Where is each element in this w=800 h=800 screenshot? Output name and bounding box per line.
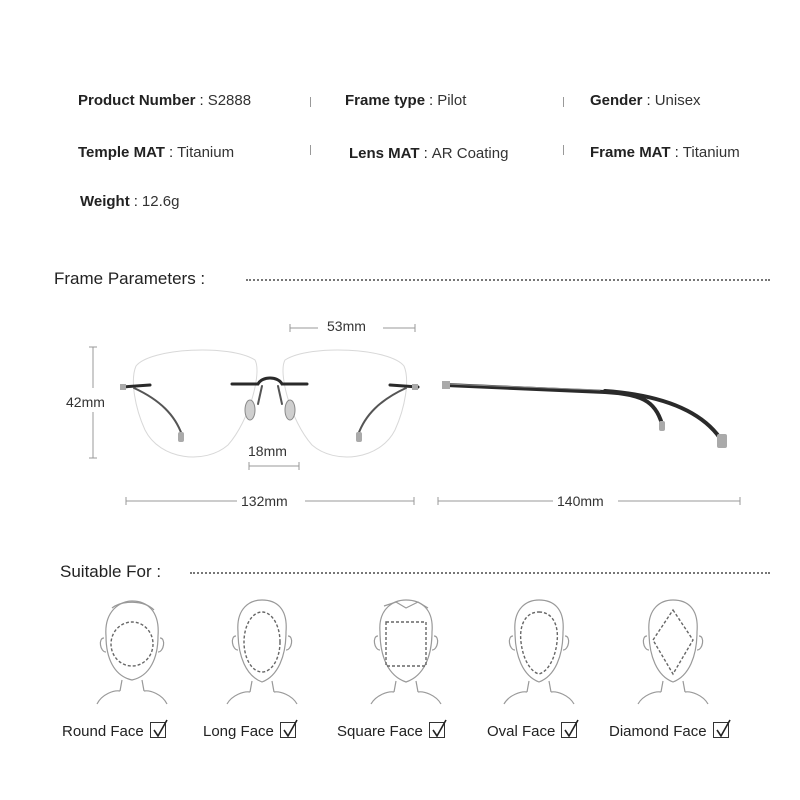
spec-label: Temple MAT bbox=[78, 144, 165, 161]
spec-value: Titanium bbox=[682, 144, 740, 161]
face-option-round bbox=[62, 722, 166, 740]
section-divider bbox=[190, 572, 770, 574]
lens-width-label: 53mm bbox=[327, 318, 366, 334]
face-label-text: Square Face bbox=[337, 723, 423, 740]
spec-value: S2888 bbox=[207, 92, 252, 109]
face-label-text: Long Face bbox=[203, 723, 274, 740]
checkmark-icon bbox=[150, 722, 166, 738]
spec-value: AR Coating bbox=[431, 145, 509, 162]
spec-colon: : bbox=[199, 92, 204, 109]
face-diamond-illustration bbox=[633, 596, 713, 706]
face-label-text: Round Face bbox=[62, 723, 144, 740]
temple-length-label: 140mm bbox=[557, 493, 604, 509]
checkmark-icon bbox=[429, 722, 445, 738]
spec-label: Gender bbox=[590, 92, 643, 109]
spec-value: 12.6g bbox=[141, 193, 180, 210]
face-option-oval bbox=[487, 722, 577, 740]
face-oval-illustration bbox=[499, 596, 579, 706]
spec-colon: : bbox=[646, 92, 651, 109]
spec-frame-type bbox=[345, 92, 466, 109]
face-option-long bbox=[203, 722, 296, 740]
spec-frame-mat bbox=[590, 144, 740, 161]
spec-weight bbox=[80, 193, 179, 210]
face-option-diamond bbox=[609, 722, 729, 740]
spec-colon: : bbox=[429, 92, 434, 109]
checkmark-icon bbox=[713, 722, 729, 738]
suitable-for-title: Suitable For : bbox=[60, 562, 162, 581]
spec-colon: : bbox=[168, 144, 174, 161]
spec-lens-mat bbox=[349, 145, 508, 162]
lens-height-label: 42mm bbox=[66, 394, 105, 410]
face-round-illustration bbox=[92, 596, 172, 706]
separator bbox=[563, 145, 564, 155]
separator bbox=[563, 97, 564, 107]
spec-product-number bbox=[78, 92, 251, 109]
separator bbox=[310, 145, 311, 155]
spec-colon: : bbox=[133, 193, 138, 210]
spec-label: Frame type bbox=[345, 92, 426, 109]
face-option-square bbox=[337, 722, 445, 740]
spec-value: Pilot bbox=[437, 92, 467, 109]
checkmark-icon bbox=[280, 722, 296, 738]
spec-colon: : bbox=[423, 145, 428, 162]
spec-gender bbox=[590, 92, 701, 109]
bridge-width-label: 18mm bbox=[248, 443, 287, 459]
spec-label: Weight bbox=[80, 193, 130, 210]
section-divider bbox=[246, 279, 770, 281]
spec-temple-mat bbox=[78, 144, 234, 161]
face-label-text: Diamond Face bbox=[609, 723, 707, 740]
face-long-illustration bbox=[222, 596, 302, 706]
spec-label: Product Number bbox=[78, 92, 196, 109]
total-width-label: 132mm bbox=[241, 493, 288, 509]
spec-label: Lens MAT bbox=[349, 145, 420, 162]
separator bbox=[310, 97, 311, 107]
spec-colon: : bbox=[674, 144, 679, 161]
spec-value: Titanium bbox=[177, 144, 235, 161]
spec-value: Unisex bbox=[654, 92, 701, 109]
spec-label: Frame MAT bbox=[590, 144, 671, 161]
face-label-text: Oval Face bbox=[487, 723, 556, 740]
frame-parameters-title: Frame Parameters : bbox=[54, 269, 206, 288]
face-square-illustration bbox=[366, 596, 446, 706]
checkmark-icon bbox=[561, 722, 577, 738]
glasses-front-diagram bbox=[0, 300, 800, 520]
